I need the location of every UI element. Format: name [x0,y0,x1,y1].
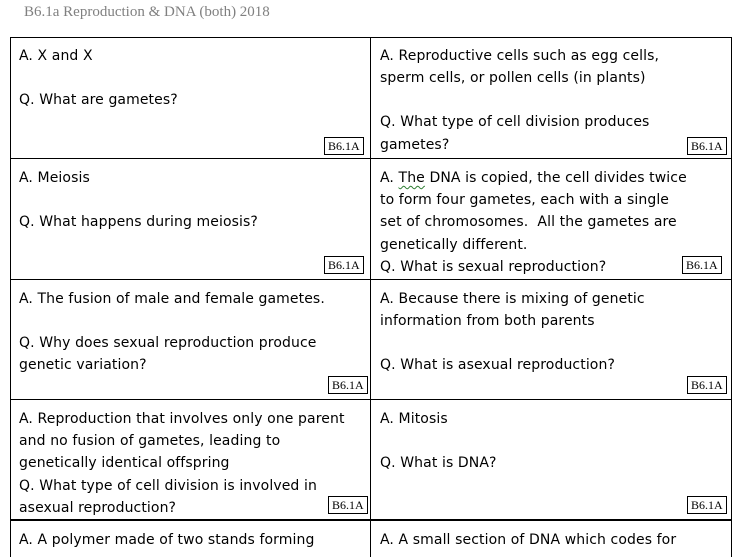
flashcard [10,400,360,519]
card-question: Q. What is DNA? [380,455,497,472]
flashcard-table [10,37,732,557]
flashcard [371,159,701,279]
answer-text: DNA is copied, the cell divides twice to form four gametes, each with a single set of chromosomes. All the gametes are genetically different. [380,170,692,253]
spellcheck-marked-word: The [398,170,425,186]
topic-code-badge: B6.1A [324,256,364,274]
flashcard [10,159,370,279]
flashcard [371,400,701,519]
card-question: Q. What type of cell division produces gametes? [380,114,655,153]
card-question: Q. What is asexual reproduction? [380,357,615,374]
topic-code-badge: B6.1A [328,496,368,514]
card-answer: A. Reproduction that involves only one parent and no fusion of gametes, leading to genetically identical offspring [19,411,350,472]
card-answer: A. X and X [19,48,93,64]
topic-code-badge: B6.1A [687,496,727,514]
topic-code-badge: B6.1A [328,376,368,394]
card-question: Q. Why does sexual reproduction produce genetic variation? [19,335,322,374]
card-answer: A. Meiosis [19,170,90,186]
card-answer: A. Because there is mixing of genetic information from both parents [380,291,650,330]
card-question: Q. What happens during meiosis? [19,214,258,231]
card-question: Q. What is sexual reproduction? [380,258,607,275]
card-answer [380,167,693,256]
flashcard [10,280,370,399]
card-answer: A. A small section of DNA which codes for [380,532,677,548]
topic-code-badge: B6.1A [682,256,722,274]
flashcard [371,37,701,158]
flashcard [371,521,732,557]
card-question: Q. What type of cell division is involved in asexual reproduction? [19,477,322,516]
topic-code-badge: B6.1A [687,137,727,155]
answer-prefix: A. [380,170,399,186]
table-right-border [731,37,732,557]
topic-code-badge: B6.1A [687,376,727,394]
card-answer: A. The fusion of male and female gametes. [19,291,325,307]
card-answer: A. Reproductive cells such as egg cells, sperm cells, or pollen cells (in plants) [380,48,664,87]
flashcard [10,37,370,158]
flashcard [10,521,370,557]
card-question: Q. What are gametes? [19,92,178,109]
flashcard [371,280,701,399]
card-answer: A. A polymer made of two stands forming [19,532,315,548]
document-title: B6.1a Reproduction & DNA (both) 2018 [24,4,270,20]
card-answer: A. Mitosis [380,411,448,427]
topic-code-badge: B6.1A [324,137,364,155]
